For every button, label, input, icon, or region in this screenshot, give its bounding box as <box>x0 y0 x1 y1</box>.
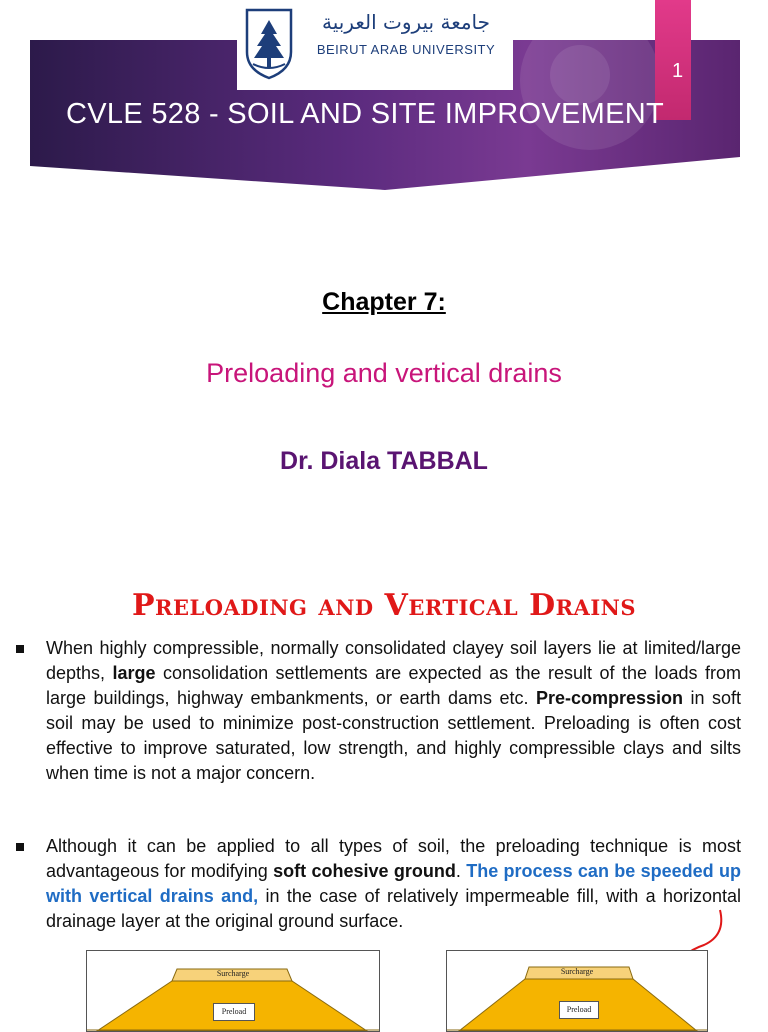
surcharge-label: Surcharge <box>560 967 594 976</box>
text-run: consolidation settlements are expected as the result of the loads from large buildings, highway embankments, or earth dams etc. <box>46 663 741 708</box>
bold-text: soft cohesive ground <box>273 861 456 881</box>
bullet-marker <box>16 843 24 851</box>
chapter-subtitle: Preloading and vertical drains <box>206 358 562 388</box>
text-run: Although it can be applied to all types of soil, the preloading technique is most advantageous for modifying <box>46 836 741 881</box>
bold-text: Pre-compression <box>535 688 684 708</box>
text-run: in soft soil may be used to minimize post-construction settlement. Preloading is often cost effective to improve saturated, low strength, and highly compressible clays and silts when time is not a major concern. <box>46 688 741 783</box>
bullet-marker <box>16 645 24 653</box>
cedar-emblem-icon <box>243 8 295 80</box>
text-run: When highly compressible, normally consolidated clayey soil layers lie at limited/large depths, <box>46 638 741 683</box>
logo-arabic-text: جامعة بيروت العربية <box>321 10 491 34</box>
course-title: CVLE 528 - SOIL AND SITE IMPROVEMENT <box>66 98 664 130</box>
embankment-with-drains-drawing <box>447 951 707 1031</box>
banner-decoration <box>550 45 610 105</box>
preload-label: Preload <box>559 1001 599 1019</box>
preload-diagram-right <box>446 950 708 1032</box>
preload-label: Preload <box>213 1003 255 1021</box>
text-run: . <box>455 861 467 881</box>
bullet-paragraph-1 <box>46 636 741 786</box>
preload-diagram-left <box>86 950 380 1032</box>
surcharge-label: Surcharge <box>216 969 250 978</box>
bullet-paragraph-2 <box>46 834 741 934</box>
section-heading: Preloading and Vertical Drains <box>131 588 637 623</box>
bold-text: large <box>112 663 156 683</box>
author-name: Dr. Diala TABBAL <box>280 447 488 475</box>
highlighted-text: The process can be speeded up with vertical drains and, <box>46 861 741 906</box>
text-run: in the case of relatively impermeable fill, with a horizontal drainage layer at the original ground surface. <box>46 886 741 931</box>
chapter-title: Chapter 7: <box>322 288 446 316</box>
logo-english-text: BEIRUT ARAB UNIVERSITY <box>316 42 496 57</box>
slide-number: 1 <box>672 60 684 82</box>
